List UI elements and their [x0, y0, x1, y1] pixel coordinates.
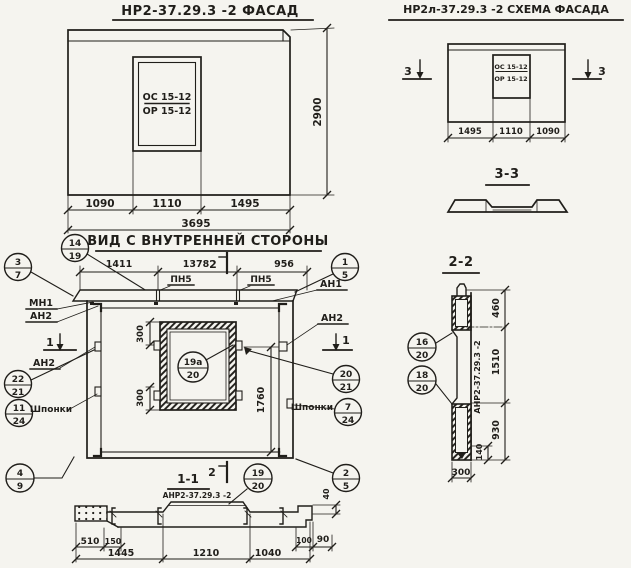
svg-text:2: 2 — [208, 466, 216, 479]
dim-40: 40 — [322, 488, 331, 500]
svg-text:24: 24 — [341, 416, 355, 426]
facade-dim-total: 3695 — [181, 218, 211, 230]
inner-dim-1: 1411 — [105, 259, 133, 270]
svg-text:9: 9 — [16, 482, 24, 492]
facade-dim-height: 2900 — [312, 97, 324, 127]
top-strip — [73, 290, 297, 301]
svg-text:7: 7 — [344, 403, 352, 413]
facade-dim-right: 1495 — [230, 198, 260, 210]
svg-text:19: 19 — [68, 252, 82, 262]
svg-text:3: 3 — [598, 65, 606, 78]
svg-text:19а: 19а — [183, 358, 203, 368]
svg-text:2: 2 — [209, 258, 217, 271]
svg-text:24: 24 — [12, 417, 26, 427]
svg-text:18: 18 — [415, 371, 429, 381]
callout-19-20 — [244, 464, 272, 492]
callout-7-24 — [335, 399, 362, 427]
mn1-label: МН1 — [28, 298, 54, 309]
dim-460: 460 — [491, 298, 502, 318]
svg-text:16: 16 — [415, 338, 429, 348]
dim-1445: 1445 — [107, 548, 135, 559]
svg-text:11: 11 — [12, 404, 26, 414]
inner-dim-1760: 1760 — [256, 386, 267, 414]
svg-text:5: 5 — [342, 482, 350, 492]
section-marker-1-right — [323, 334, 352, 351]
svg-text:14: 14 — [68, 239, 82, 249]
svg-text:20: 20 — [415, 384, 429, 394]
an2-label-left-mid: АН2 — [33, 358, 55, 369]
svg-text:22: 22 — [11, 375, 25, 385]
inner-dim-2: 1378 — [182, 259, 210, 270]
callout-22-21 — [5, 371, 32, 399]
section-3-3-title: 3-3 — [494, 167, 520, 182]
schema-window-label-bottom: ОР 15-12 — [494, 75, 528, 83]
callout-11-24 — [6, 400, 33, 428]
dim-300-bottom: 300 — [451, 468, 471, 478]
inner-view — [5, 233, 362, 504]
facade-title: НР2-37.29.3 -2 ФАСАД — [121, 4, 299, 19]
svg-text:7: 7 — [14, 271, 22, 281]
callout-1-5 — [332, 254, 359, 282]
section-marker-3-left — [403, 60, 431, 79]
schema-window-label-top: ОС 15-12 — [494, 63, 528, 71]
callout-2-5 — [333, 465, 360, 493]
svg-text:20: 20 — [186, 371, 200, 381]
svg-text:2: 2 — [342, 469, 350, 479]
section-2-2-label: АНР2-37.29.3 -2 — [473, 340, 482, 414]
svg-text:20: 20 — [251, 482, 265, 492]
callout-14-19 — [62, 235, 89, 263]
svg-text:3: 3 — [14, 258, 22, 268]
section-marker-2-top — [209, 253, 227, 273]
schema-title: НР2л-37.29.3 -2 СХЕМА ФАСАДА — [403, 3, 609, 16]
end-block — [75, 506, 107, 521]
section-1-1-title: 1-1 — [177, 472, 199, 486]
section-marker-3-right — [573, 60, 606, 79]
section-2-2-title: 2-2 — [448, 255, 474, 270]
anchor-marks — [110, 508, 287, 524]
svg-text:21: 21 — [11, 388, 25, 398]
callout-3-7 — [5, 254, 32, 282]
key-left-top — [95, 342, 101, 351]
dim-510: 510 — [80, 537, 100, 547]
inner-dim-300-top: 300 — [136, 325, 146, 343]
dim-1210: 1210 — [192, 548, 220, 559]
shponki-label-right: Шпонки — [290, 403, 334, 413]
callout-16-20 — [408, 333, 436, 361]
an2-label-left-top: АН2 — [30, 311, 52, 322]
dim-100: 100 — [296, 536, 312, 545]
section-2-2 — [408, 255, 510, 482]
callout-20-21 — [333, 366, 360, 394]
key-right-top — [279, 342, 287, 351]
callout-19a-20 — [178, 352, 208, 382]
an2-label-right: АН2 — [321, 313, 343, 324]
inner-dim-300-bottom: 300 — [136, 389, 146, 407]
dim-1510: 1510 — [491, 348, 502, 376]
schema-dim-left: 1495 — [458, 127, 482, 137]
dim-930: 930 — [491, 420, 502, 440]
facade-dim-mid: 1110 — [152, 198, 182, 210]
schema-dim-right: 1090 — [536, 127, 560, 137]
svg-text:5: 5 — [341, 271, 349, 281]
svg-text:1: 1 — [342, 334, 350, 347]
facade-view — [64, 4, 334, 234]
pn5-label-2: ПН5 — [250, 275, 272, 285]
section-1-1 — [72, 472, 340, 563]
section-1-1-label: АНР2-37.29.3 -2 — [162, 491, 232, 500]
dim-140: 140 — [475, 443, 484, 461]
svg-text:3: 3 — [404, 65, 412, 78]
inner-dim-3: 956 — [274, 259, 294, 270]
svg-text:1: 1 — [46, 336, 54, 349]
svg-text:19: 19 — [251, 469, 265, 479]
schema-view — [389, 3, 623, 142]
schema-dim-mid: 1110 — [499, 127, 523, 137]
dim-150: 150 — [104, 537, 122, 546]
mid-wall — [452, 330, 457, 404]
shponki-label-left: Шпонки — [29, 405, 73, 415]
an1-label: АН1 — [320, 279, 342, 290]
section-marker-2-bottom — [208, 462, 227, 482]
inner-view-title: ВИД С ВНУТРЕННЕЙ СТОРОНЫ — [87, 234, 329, 249]
top-tab — [457, 284, 466, 296]
section-marker-1-left — [44, 334, 76, 351]
dim-90: 90 — [316, 535, 330, 545]
callout-18-20 — [408, 366, 436, 394]
facade-window-label-bottom: ОР 15-12 — [142, 106, 192, 117]
svg-text:20: 20 — [415, 351, 429, 361]
pn5-label-1: ПН5 — [170, 275, 192, 285]
callout-4-9 — [6, 464, 34, 492]
dim-1040: 1040 — [254, 548, 282, 559]
svg-text:4: 4 — [16, 469, 24, 479]
facade-window-label-top: ОС 15-12 — [142, 92, 192, 103]
svg-text:21: 21 — [339, 383, 353, 393]
facade-dim-left: 1090 — [85, 198, 115, 210]
svg-text:1: 1 — [341, 258, 349, 268]
section-3-3 — [448, 167, 567, 212]
svg-text:20: 20 — [339, 370, 353, 380]
